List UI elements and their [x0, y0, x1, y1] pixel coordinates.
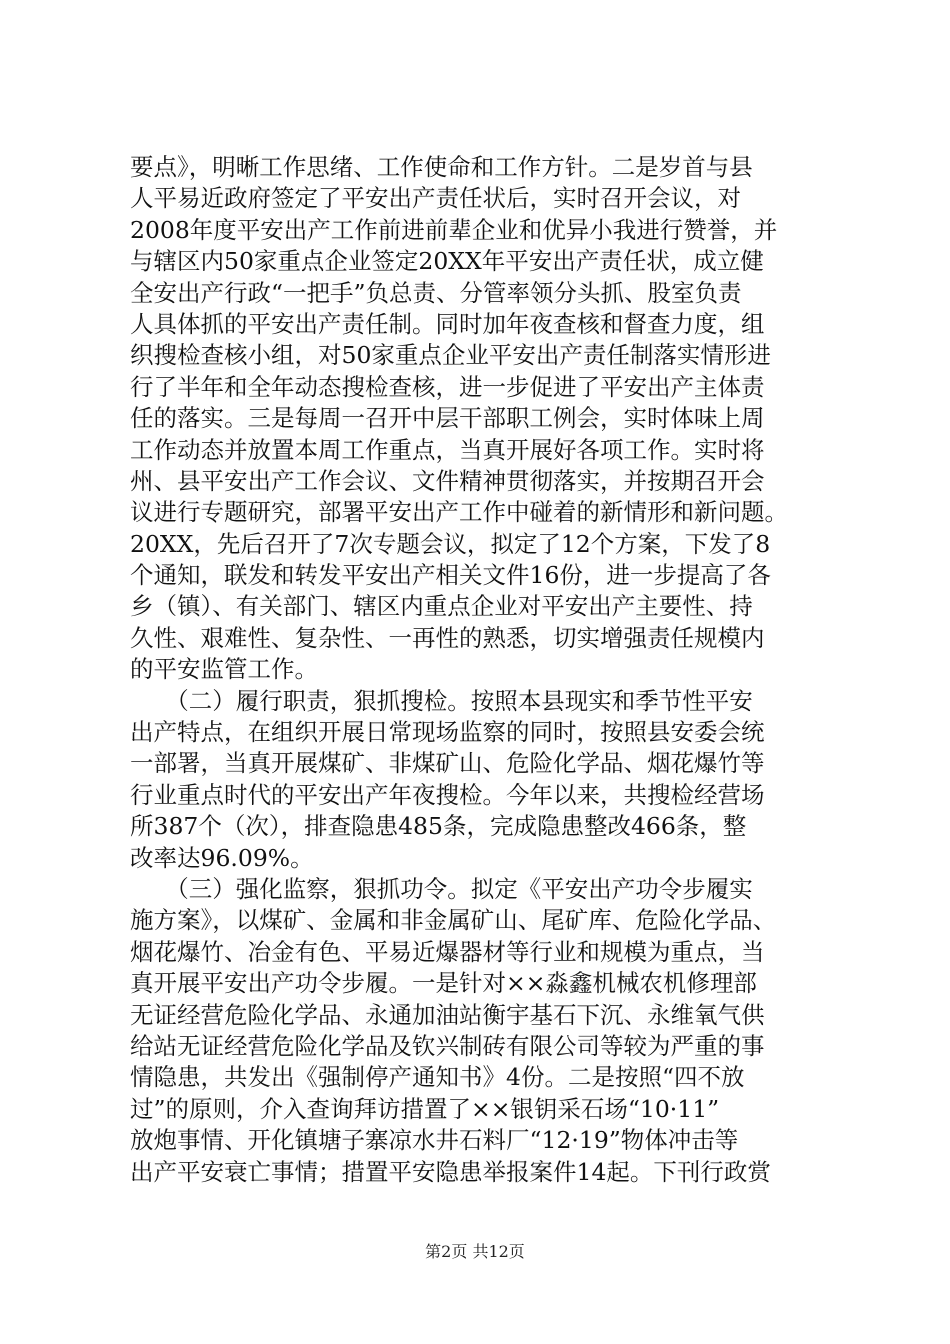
text-line: 工作动态并放置本周工作重点，当真开展好各项工作。实时将: [130, 435, 765, 464]
text-line: 所387个（次），排查隐患485条，完成隐患整改466条，整: [130, 812, 747, 841]
text-line: 过”的原则，介入查询拜访措置了××银钥采石场“10·11”: [130, 1094, 720, 1123]
text-line: 州、县平安出产工作会议、文件精神贯彻落实，并按期召开会: [130, 466, 765, 495]
text-line: 给站无证经营危险化学品及钦兴制砖有限公司等较为严重的事: [130, 1031, 765, 1060]
text-line: 与辖区内50家重点企业签定20XX年平安出产责任状，成立健: [130, 247, 764, 276]
text-line: 行了半年和全年动态搜检查核，进一步促进了平安出产主体责: [130, 372, 765, 401]
text-line: 真开展平安出产功令步履。一是针对××淼鑫机械农机修理部: [130, 969, 757, 998]
text-line: （三）强化监察，狠抓功令。拟定《平安出产功令步履实: [130, 874, 753, 903]
text-line: （二）履行职责，狠抓搜检。按照本县现实和季节性平安: [130, 686, 753, 715]
text-line: 全安出产行政“一把手”负总责、分管率领分头抓、股室负责: [130, 278, 742, 307]
text-line: 个通知，联发和转发平安出产相关文件16份，进一步提高了各: [130, 561, 771, 590]
body-text: [130, 152, 830, 1188]
text-line: 2008年度平安出产工作前进前辈企业和优异小我进行赞誉，并: [130, 215, 778, 244]
text-line: 无证经营危险化学品、永通加油站衡宇基石下沉、永维氧气供: [130, 1000, 765, 1029]
page-number-footer: 第2页 共12页: [425, 1242, 525, 1261]
text-line: 一部署，当真开展煤矿、非煤矿山、危险化学品、烟花爆竹等: [130, 749, 765, 778]
text-line: 行业重点时代的平安出产年夜搜检。今年以来，共搜检经营场: [130, 780, 765, 809]
text-line: 议进行专题研究，部署平安出产工作中碰着的新情形和新问题。: [130, 498, 788, 527]
text-line: 20XX，先后召开了7次专题会议，拟定了12个方案，下发了8: [130, 529, 771, 558]
text-line: 要点》，明晰工作思绪、工作使命和工作方针。二是岁首与县: [130, 153, 753, 181]
text-line: 施方案》，以煤矿、金属和非金属矿山、尾矿库、危险化学品、: [130, 906, 777, 935]
text-line: 任的落实。三是每周一召开中层干部职工例会，实时体味上周: [130, 404, 765, 433]
text-line: 人具体抓的平安出产责任制。同时加年夜查核和督查力度，组: [130, 309, 765, 338]
text-line: 放炮事情、开化镇塘子寨凉水井石料厂“12·19”物体冲击等: [130, 1126, 739, 1155]
text-line: 出产平安衰亡事情；措置平安隐患举报案件14起。下刊行政赏: [130, 1157, 771, 1186]
text-line: 烟花爆竹、冶金有色、平易近爆器材等行业和规模为重点，当: [130, 937, 765, 966]
text-line: 的平安监管工作。: [130, 655, 318, 684]
text-line: 出产特点，在组织开展日常现场监察的同时，按照县安委会统: [130, 718, 765, 747]
text-line: 织搜检查核小组，对50家重点企业平安出产责任制落实情形进: [130, 341, 771, 370]
text-line: 乡（镇）、有关部门、辖区内重点企业对平安出产主要性、持: [130, 592, 753, 621]
text-line: 久性、艰难性、复杂性、一再性的熟悉，切实增强责任规模内: [130, 623, 765, 652]
text-line: 改率达96.09%。: [130, 843, 314, 872]
text-line: 情隐患，共发出《强制停产通知书》4份。二是按照“四不放: [130, 1063, 745, 1092]
text-line: 人平易近政府签定了平安出产责任状后，实时召开会议，对: [130, 184, 741, 213]
